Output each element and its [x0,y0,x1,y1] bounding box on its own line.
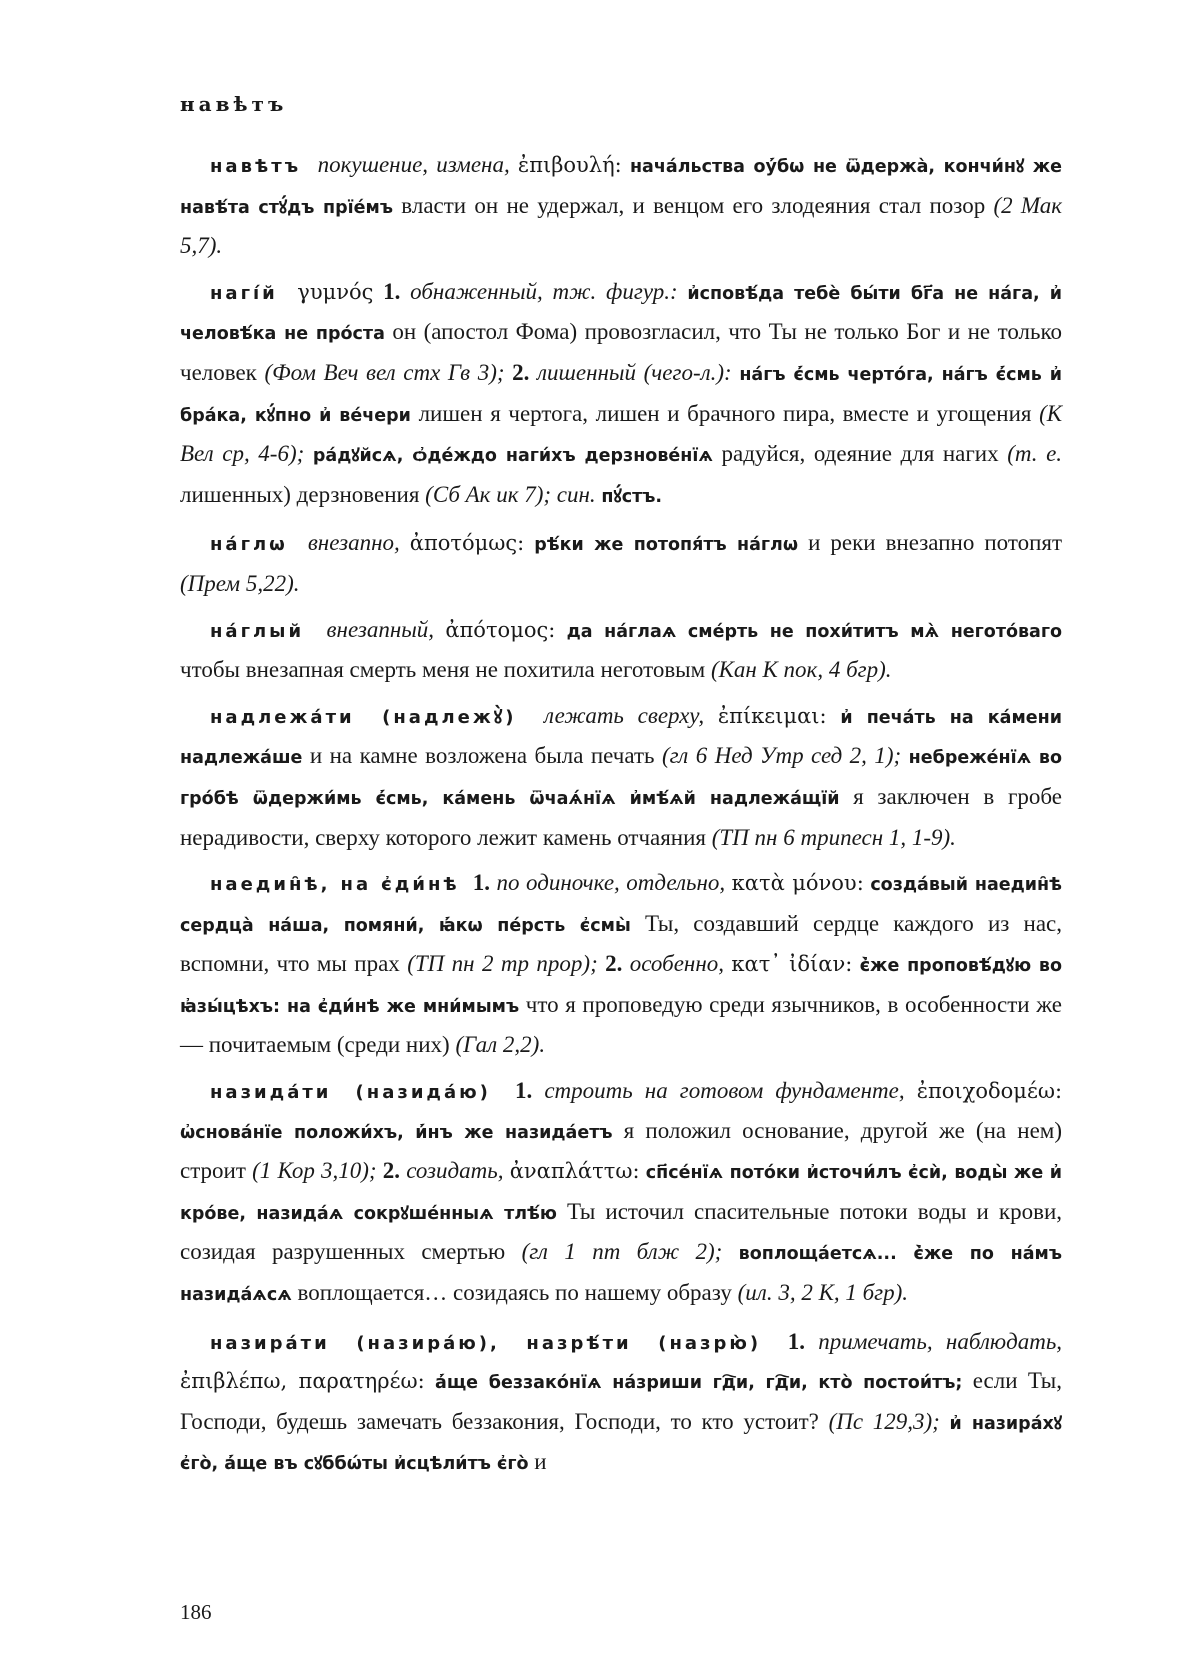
church-slavonic-quote: небреже́нїѧ во гро́бѣ ѿдержи́мь є҆́смь, кáмень ѿчаѧ́нїѧ и҆мѣ́ѧй надлежа́щїй [180,748,1063,809]
headword-form: (назрю̀) [658,1332,762,1354]
headword: нагíй [210,282,278,304]
sense-number: 1. [383,278,401,304]
greek-equivalent: ἐποιχοδομέω: [916,1079,1063,1104]
dictionary-column [180,146,1062,1492]
headword: назрѣ́ти [526,1332,632,1354]
sense-number: 1. [472,870,490,896]
sense: внезапно, [307,530,400,556]
reference: (Фом Веч вел стх Гв 3); [264,359,505,385]
headword-form: (назидáю) [355,1082,491,1104]
translation: я положил основание, другой же (на нем) строит [180,1117,1063,1184]
sense-number: 1. [515,1078,533,1104]
synonym-label: син. [556,481,596,507]
church-slavonic-quote: рѣ́ки же потопя́тъ нáглѡ [534,535,799,556]
translation: власти он не удержал, и венцом его злодеяния стал позор [401,192,986,218]
headword-form: (надлежꙋ̀) [382,706,517,728]
translation: воплощается… созидаясь по нашему образу [297,1280,732,1306]
church-slavonic-quote: ѡ҆снова́нїе положи́хъ, и҆́нъ же назидáетъ [180,1122,613,1143]
reference: (ил. 3, 2 К, 1 бгр). [737,1280,909,1306]
reference: (гл 1 пт блж 2); [521,1239,723,1265]
reference: (ТП пн 6 трипесн 1, 1-9). [711,824,956,850]
church-slavonic-quote: и҆ назирáхꙋ є҆го̀, а҆́ще въ сꙋббѡ́ты и҆сцѣли́тъ є҆го̀ [180,1413,1063,1475]
church-slavonic-quote: созда́вый наедин̑ѣ сердцà нáша, помяни́, ꙗ҆́кѡ пе́рсть є҆смы̀ [180,875,1062,936]
church-slavonic-quote: воплоща́етсѧ... є҆̀же по нáмъ назидáѧсѧ [180,1244,1062,1306]
greek-equivalent: γυμνός [297,279,374,304]
headword: назирáти [210,1332,330,1354]
grammar-note: (т. е. [1007,441,1063,467]
sense: покушение, измена, [317,152,510,177]
church-slavonic-quote: и҆сповѣ́да тебѐ бы́ти бг҃а не нáга, и҆ человѣ́ка не прóста [180,283,1063,345]
sense: лежать сверху, [543,702,705,728]
sense-number: 2. [605,951,623,977]
entry-navet [180,146,1062,265]
greek-equivalent: ἀναπλάττω: [509,1159,640,1184]
reference: (Кан К пок, 4 бгр). [710,657,892,683]
translation: радуйся, одеяние для нагих [721,441,999,467]
sense: примечать, наблюдать, [818,1328,1063,1354]
sense: строить на готовом фундаменте, [544,1078,905,1104]
entry-nazidati [180,1072,1062,1315]
translation: если Ты, Господи, будешь замечать беззакония, Господи, то кто устоит? [180,1368,1063,1434]
greek-equivalent: κατ᾽ ἰδίαν: [731,952,853,977]
headword: надлежáти [210,706,355,728]
church-slavonic-quote: да нáглаѧ сме́рть не похи́титъ мѧ̀ негото́ваго [566,621,1063,642]
entry-nadlezhati [180,697,1062,856]
greek-equivalent: ἐπιβουλή: [517,153,622,177]
sense-number: 2. [382,1158,401,1184]
church-slavonic-quote: и҆ печáть на кáмени надлежáше [180,707,1062,769]
headword: наедин̑ѣ, на є҆ди́нѣ [210,874,460,896]
headword: нáглѡ [210,534,288,556]
sense-number: 1. [787,1328,805,1354]
church-slavonic-quote: є҆̀же проповѣ́дꙋю во ꙗ҆зы́цѣхъ: на є҆ди́нѣ же мни́мымъ [180,956,1062,1017]
reference: (1 Кор 3,10); [252,1158,377,1184]
translation: что я проповедую среди язычников, в особенности же — почитаемым (среди них) [180,991,1063,1058]
entry-naedine [180,864,1062,1064]
translation: Ты, создавший сердце каждого из нас, вспомни, что мы прах [180,910,1063,977]
running-head: навѣтъ [180,92,288,116]
page-number: 186 [180,1600,212,1624]
grammar-note: (чего-л.): [643,359,732,385]
reference: (Прем 5,22). [180,570,300,596]
translation: и [534,1449,547,1475]
translation: лишен я чертога, лишен и брачного пира, вместе и угощения [418,400,1032,426]
translation: и на камне возложена была печать [309,743,655,769]
reference: (2 Мак 5,7). [180,192,1063,259]
sense: по одиночке, отдельно, [496,870,726,896]
reference: (Сб Ак ик 7); [425,481,552,507]
translation: и реки внезапно потопят [808,530,1063,556]
entry-naglyy [180,611,1062,689]
greek-equivalent: ἐπιβλέπω, παρατηρέω: [180,1369,425,1394]
church-slavonic-quote: нáгъ є҆́смь черто́га, нáгъ є҆́смь и҆ бра́ка, кꙋ́пно и҆ ве́чери [180,364,1063,426]
sense: созидать, [406,1158,504,1184]
sense-number: 2. [512,359,530,385]
headword: назидáти [210,1082,332,1104]
translation: он (апостол Фома) провозгласил, что Ты не только Бог и не только человек [180,319,1062,385]
translation: я заключен в гробе нерадивости, сверху которого лежит камень отчаяния [180,783,1062,850]
translation: чтобы внезапная смерть меня не похитила неготовым [180,657,706,683]
greek-equivalent: ἀπότομος: [445,617,556,642]
headword-form: (назирáю), [356,1332,500,1354]
reference: (Гал 2,2). [455,1032,546,1058]
sense: внезапный, [326,616,435,642]
translation: лишенных) дерзновения [180,481,420,507]
reference: (К Вел ср, 4-6); [180,400,1063,467]
church-slavonic-quote: начáльства оу҆́бѡ не ѿдержà, кончи́нꙋ же навѣ́та стꙋ́дъ прїе́мъ [180,157,1063,218]
sense: лишенный [537,359,637,385]
church-slavonic-quote: а҆́ще беззако́нїѧ на́зриши гд҇и, гд҇и, кто̀ постои́тъ; [435,1373,963,1394]
church-slavonic-quote: ра́дꙋйсѧ, ѻ҆де́ждо наги́хъ дерзнове́нїѧ [312,446,713,467]
entry-naglo [180,524,1062,602]
church-slavonic-synonym: пꙋ́стъ. [601,486,663,507]
reference: (гл 6 Нед Утр сед 2, 1); [661,743,902,769]
reference: (ТП пн 2 тр прор); [407,951,598,977]
greek-equivalent: κατὰ μόνου: [731,871,864,896]
headword: нáглый [210,620,305,642]
greek-equivalent: ἀποτόμως: [409,531,525,556]
sense: особенно, [629,951,724,977]
reference: (Пс 129,3); [828,1408,940,1434]
sense: обнаженный, тж. фигур.: [410,278,678,304]
translation: Ты источил спасительные потоки воды и крови, созидая разрушенных смертью [180,1198,1062,1265]
greek-equivalent: ἐπίκειμαι: [717,703,827,728]
church-slavonic-quote: сп҃се́нїѧ пото́ки и҆сточи́лъ є҆сѝ, воды̀ же и҆ кро́ве, назидáѧ сокрꙋше́нныѧ тлѣ́ю [180,1163,1062,1224]
headword: навѣтъ [210,156,302,177]
entry-nazirati [180,1323,1062,1484]
entry-nagiy [180,273,1062,517]
